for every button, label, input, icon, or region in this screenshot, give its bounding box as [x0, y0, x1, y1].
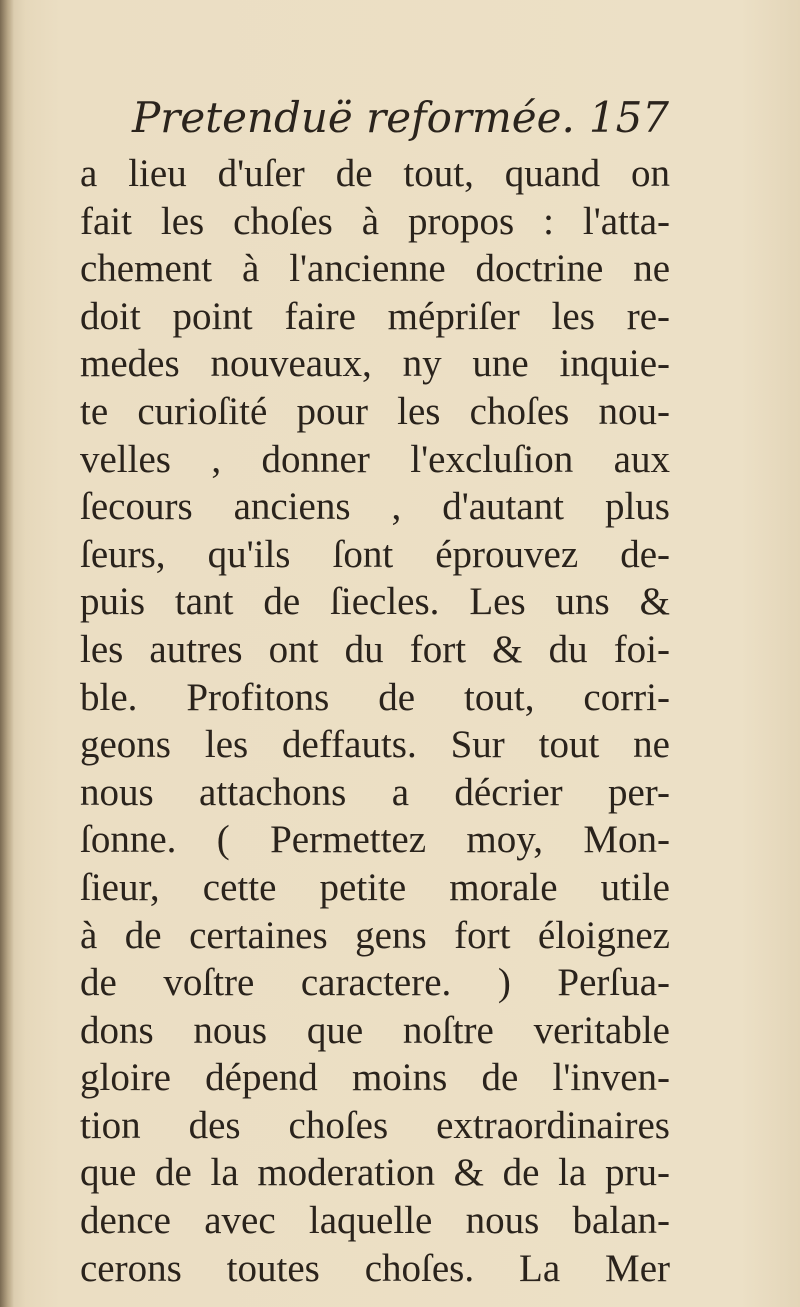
- text-line: doit point faire mépriſer les re-: [80, 294, 670, 338]
- text-line: fait les choſes à propos : l'atta-: [80, 199, 670, 243]
- page-number: 157: [588, 93, 670, 142]
- text-line: geons les deffauts. Sur tout ne: [80, 723, 670, 767]
- text-line: que de la moderation & de la pru-: [80, 1151, 670, 1195]
- text-line: nous attachons a décrier per-: [80, 770, 670, 814]
- text-line: ble. Profitons de tout, corri-: [80, 675, 670, 719]
- page-gutter-shadow: [0, 0, 14, 1307]
- text-line: velles , donner l'excluſion aux: [80, 437, 670, 481]
- text-line: chement à l'ancienne doctrine ne: [80, 247, 670, 291]
- text-line: puis tant de ſiecles. Les uns &: [80, 580, 670, 624]
- text-line: a lieu d'uſer de tout, quand on: [80, 152, 670, 195]
- text-line: ſonne. ( Permettez moy, Mon-: [80, 818, 670, 862]
- text-line: tion des choſes extraordinaires: [80, 1103, 670, 1147]
- text-line: de voſtre caractere. ) Perſua-: [80, 961, 670, 1005]
- running-head-title: Pretenduë reformée.: [132, 93, 575, 142]
- text-line: ſieur, cette petite morale utile: [80, 865, 670, 909]
- text-line: à de certaines gens fort éloignez: [80, 913, 670, 957]
- text-line: dons nous que noſtre veritable: [80, 1008, 670, 1052]
- text-line: ſecours anciens , d'autant plus: [80, 485, 670, 529]
- running-head: [132, 88, 672, 148]
- text-line: ſeurs, qu'ils ſont éprouvez de-: [80, 532, 670, 576]
- text-line: dence avec laquelle nous balan-: [80, 1199, 670, 1243]
- body-text: [80, 150, 670, 1292]
- text-line: te curioſité pour les choſes nou-: [80, 389, 670, 433]
- text-line: medes nouveaux, ny une inquie-: [80, 342, 670, 386]
- text-line: gloire dépend moins de l'inven-: [80, 1056, 670, 1100]
- text-line: les autres ont du fort & du foi-: [80, 627, 670, 671]
- text-line: cerons toutes choſes. La Mer: [80, 1246, 670, 1290]
